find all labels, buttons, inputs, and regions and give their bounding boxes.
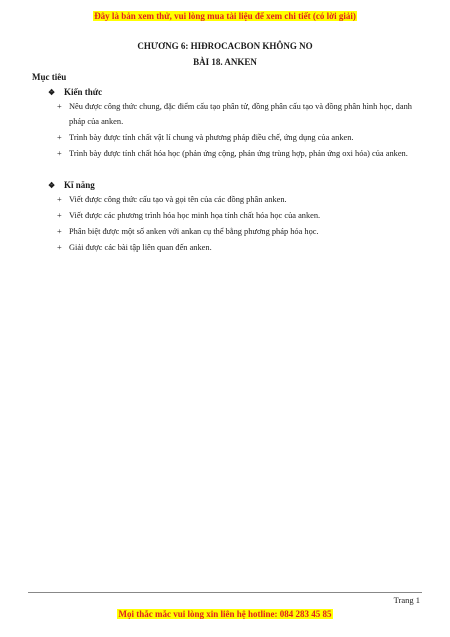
preview-notice-text: Đây là bản xem thử, vui lòng mua tài liệu để xem chi tiết (có lời giải) bbox=[94, 11, 356, 21]
list-item-text: Phân biệt được một số anken với ankan cụ thể bằng phương pháp hóa học. bbox=[69, 227, 319, 236]
page-number: Trang 1 bbox=[393, 595, 420, 605]
list-item-text: Viết được công thức cấu tạo và gọi tên của các đồng phân anken. bbox=[69, 195, 287, 204]
knowledge-section-heading bbox=[48, 87, 102, 97]
hotline-text: Mọi thắc mắc vui lòng xin liên hệ hotline: 084 283 45 85 bbox=[118, 609, 332, 619]
list-item-text: Viết được các phương trình hóa học minh họa tính chất hóa học của anken. bbox=[69, 211, 321, 220]
list-item-text: Nêu được công thức chung, đặc điểm cấu tạo phân tử, đồng phân cấu tạo và đồng phân hình học, danh pháp của anken. bbox=[69, 102, 412, 126]
list-item-text: Giải được các bài tập liên quan đến anken. bbox=[69, 243, 212, 252]
hotline-banner bbox=[0, 604, 450, 622]
plus-bullet-icon: + bbox=[57, 149, 62, 158]
diamond-bullet-icon: ❖ bbox=[48, 180, 56, 190]
list-item-text: Trình bày được tính chất vật lí chung và phương pháp điều chế, ứng dụng của anken. bbox=[69, 133, 354, 142]
plus-bullet-icon: + bbox=[57, 211, 62, 220]
list-item bbox=[57, 99, 422, 129]
skills-heading-label: Kĩ năng bbox=[64, 180, 95, 190]
plus-bullet-icon: + bbox=[57, 133, 62, 142]
plus-bullet-icon: + bbox=[57, 243, 62, 252]
preview-notice-banner bbox=[0, 6, 450, 24]
plus-bullet-icon: + bbox=[57, 102, 62, 111]
list-item bbox=[57, 146, 422, 161]
list-item bbox=[57, 130, 422, 145]
objectives-heading: Mục tiêu bbox=[32, 72, 67, 82]
plus-bullet-icon: + bbox=[57, 195, 62, 204]
list-item-text: Trình bày được tính chất hóa học (phản ứng cộng, phản ứng trùng hợp, phản ứng oxi hóa) của anken. bbox=[69, 149, 408, 158]
knowledge-heading-label: Kiến thức bbox=[64, 87, 103, 97]
list-item bbox=[57, 192, 422, 207]
list-item bbox=[57, 240, 422, 255]
skills-section-heading bbox=[48, 180, 95, 190]
plus-bullet-icon: + bbox=[57, 227, 62, 236]
lesson-title: BÀI 18. ANKEN bbox=[193, 57, 257, 67]
footer-divider bbox=[28, 592, 422, 593]
list-item bbox=[57, 224, 422, 239]
diamond-bullet-icon: ❖ bbox=[48, 87, 56, 97]
list-item bbox=[57, 208, 422, 223]
chapter-title: CHƯƠNG 6: HIĐROCACBON KHÔNG NO bbox=[137, 41, 313, 51]
